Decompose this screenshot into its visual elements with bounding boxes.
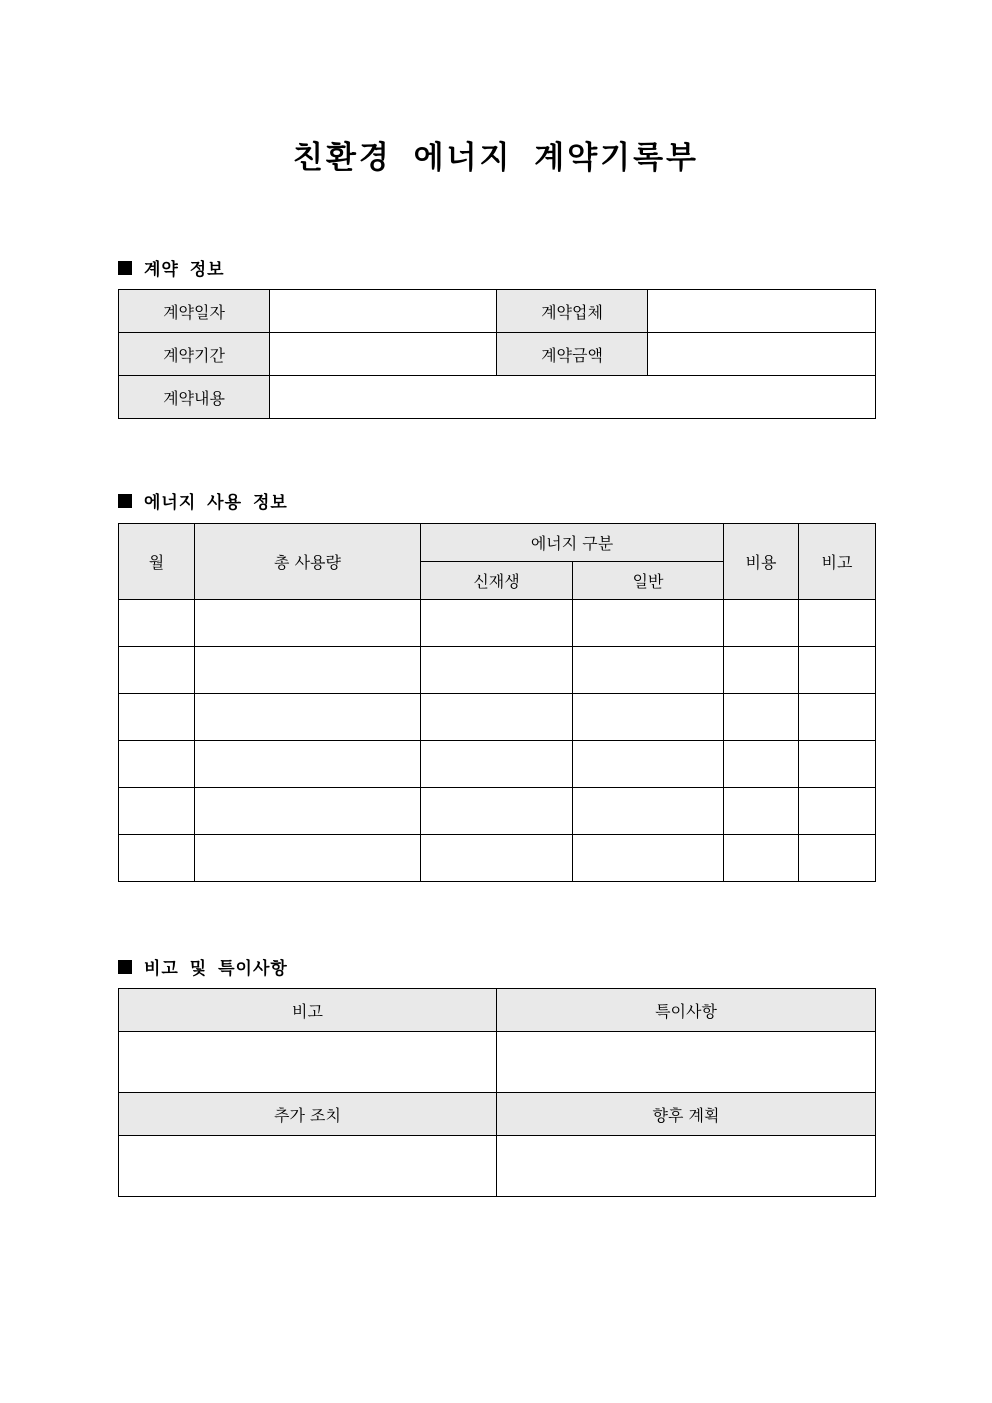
remarks-cell[interactable]: [799, 741, 876, 788]
special-notes-field[interactable]: [497, 1032, 876, 1093]
general-cell[interactable]: [573, 788, 724, 835]
table-row: [119, 835, 876, 882]
square-bullet-icon: [118, 494, 132, 508]
renewable-cell[interactable]: [421, 600, 573, 647]
table-row: [119, 741, 876, 788]
remarks-cell[interactable]: [799, 647, 876, 694]
additional-action-label: 추가 조치: [119, 1093, 497, 1136]
special-notes-label: 특이사항: [497, 989, 876, 1032]
remarks-cell[interactable]: [799, 694, 876, 741]
general-cell[interactable]: [573, 694, 724, 741]
renewable-cell[interactable]: [421, 788, 573, 835]
total-usage-cell[interactable]: [195, 788, 421, 835]
contract-amount-field[interactable]: [648, 333, 876, 376]
remarks-cell[interactable]: [799, 600, 876, 647]
total-usage-cell[interactable]: [195, 600, 421, 647]
contract-period-field[interactable]: [270, 333, 497, 376]
renewable-cell[interactable]: [421, 647, 573, 694]
table-row: [119, 647, 876, 694]
cost-cell[interactable]: [724, 788, 799, 835]
table-row: [119, 600, 876, 647]
table-row: [119, 694, 876, 741]
total-usage-cell[interactable]: [195, 694, 421, 741]
additional-action-field[interactable]: [119, 1136, 497, 1197]
energy-usage-table: [118, 523, 876, 882]
remarks-header: 비고: [799, 524, 876, 600]
remarks-cell[interactable]: [799, 788, 876, 835]
general-cell[interactable]: [573, 835, 724, 882]
total-usage-cell[interactable]: [195, 741, 421, 788]
contract-amount-label: 계약금액: [497, 333, 648, 376]
month-cell[interactable]: [119, 835, 195, 882]
general-header: 일반: [573, 562, 724, 600]
future-plan-field[interactable]: [497, 1136, 876, 1197]
renewable-header: 신재생: [421, 562, 573, 600]
cost-header: 비용: [724, 524, 799, 600]
contract-section-heading: [118, 255, 225, 280]
remarks-field[interactable]: [119, 1032, 497, 1093]
cost-cell[interactable]: [724, 600, 799, 647]
total-usage-header: 총 사용량: [195, 524, 421, 600]
usage-section-heading: [118, 488, 288, 513]
usage-section-label: 에너지 사용 정보: [144, 493, 288, 513]
month-header: 월: [119, 524, 195, 600]
square-bullet-icon: [118, 261, 132, 275]
cost-cell[interactable]: [724, 647, 799, 694]
remarks-cell[interactable]: [799, 835, 876, 882]
month-cell[interactable]: [119, 694, 195, 741]
contract-info-table: [118, 289, 876, 419]
contract-date-label: 계약일자: [119, 290, 270, 333]
contract-content-label: 계약내용: [119, 376, 270, 419]
contract-company-field[interactable]: [648, 290, 876, 333]
renewable-cell[interactable]: [421, 835, 573, 882]
month-cell[interactable]: [119, 741, 195, 788]
contract-date-field[interactable]: [270, 290, 497, 333]
total-usage-cell[interactable]: [195, 647, 421, 694]
document-title: 친환경 에너지 계약기록부: [293, 140, 699, 176]
remarks-label: 비고: [119, 989, 497, 1032]
renewable-cell[interactable]: [421, 741, 573, 788]
notes-section-heading: [118, 954, 288, 979]
general-cell[interactable]: [573, 647, 724, 694]
table-row: [119, 788, 876, 835]
contract-content-field[interactable]: [270, 376, 876, 419]
cost-cell[interactable]: [724, 694, 799, 741]
future-plan-label: 향후 계획: [497, 1093, 876, 1136]
notes-table: [118, 988, 876, 1197]
cost-cell[interactable]: [724, 835, 799, 882]
energy-type-header: 에너지 구분: [421, 524, 724, 562]
contract-period-label: 계약기간: [119, 333, 270, 376]
general-cell[interactable]: [573, 741, 724, 788]
contract-company-label: 계약업체: [497, 290, 648, 333]
month-cell[interactable]: [119, 600, 195, 647]
month-cell[interactable]: [119, 788, 195, 835]
total-usage-cell[interactable]: [195, 835, 421, 882]
renewable-cell[interactable]: [421, 694, 573, 741]
square-bullet-icon: [118, 960, 132, 974]
notes-section-label: 비고 및 특이사항: [144, 959, 288, 979]
general-cell[interactable]: [573, 600, 724, 647]
cost-cell[interactable]: [724, 741, 799, 788]
month-cell[interactable]: [119, 647, 195, 694]
contract-section-label: 계약 정보: [144, 260, 225, 280]
